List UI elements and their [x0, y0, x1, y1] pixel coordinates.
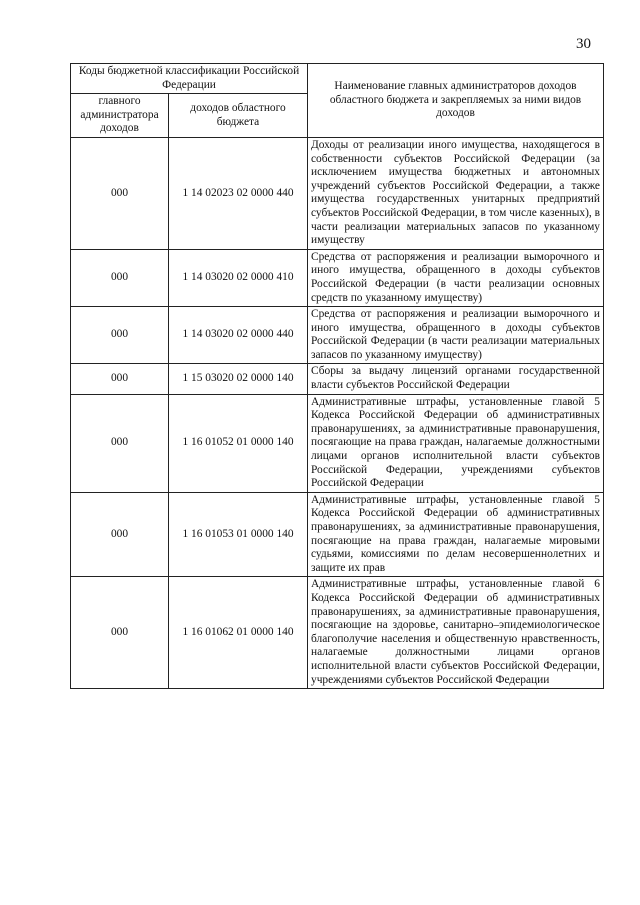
income-name-cell: Административные штрафы, установленные главой 5 Кодекса Российской Федерации об административных правонарушениях, за административные правонарушения, посягающие на права граждан, налагаемые должностными лицами органов исполнительной власти субъектов Российской Федерации, учреждениями субъектов Российской Федерации — [308, 394, 604, 492]
income-name-cell: Средства от распоряжения и реализации выморочного и иного имущества, обращенного в доходы субъектов Российской Федерации (в части реализации основных средств по указанному имуществу) — [308, 249, 604, 306]
table-row — [71, 249, 604, 306]
income-name-cell: Административные штрафы, установленные главой 6 Кодекса Российской Федерации об административных правонарушениях, за административные правонарушения, посягающие на здоровье, санитарно–эпидемиологическое благополучие населения и общественную нравственность, налагаемые должностными лицами органов исполнительной власти субъектов Российской Федерации, учреждениями субъектов Российской Федерации — [308, 577, 604, 689]
admin-code-cell: 000 — [71, 394, 169, 492]
header-administrator-name: Наименование главных администраторов доходов областного бюджета и закрепляемых за ними видов доходов — [308, 64, 604, 138]
table-row — [71, 307, 604, 364]
admin-code-cell: 000 — [71, 492, 169, 577]
income-code-cell: 1 14 02023 02 0000 440 — [169, 137, 308, 249]
income-code-cell: 1 14 03020 02 0000 440 — [169, 307, 308, 364]
table-row — [71, 364, 604, 394]
admin-code-cell: 000 — [71, 307, 169, 364]
admin-code-cell: 000 — [71, 577, 169, 689]
admin-code-cell: 000 — [71, 364, 169, 394]
header-admin-code: главного администратора доходов — [71, 94, 169, 138]
income-name-cell: Административные штрафы, установленные главой 5 Кодекса Российской Федерации об административных правонарушениях, за административные правонарушения, посягающие на права граждан, налагаемые мировыми судьями, комиссиями по делам несовершеннолетних и защите их прав — [308, 492, 604, 577]
table-row — [71, 137, 604, 249]
income-code-cell: 1 16 01053 01 0000 140 — [169, 492, 308, 577]
table-row — [71, 577, 604, 689]
income-code-cell: 1 14 03020 02 0000 410 — [169, 249, 308, 306]
header-income-code: доходов областного бюджета — [169, 94, 308, 138]
table-header-row-group — [71, 64, 604, 94]
budget-classification-table — [70, 63, 604, 689]
income-code-cell: 1 16 01052 01 0000 140 — [169, 394, 308, 492]
income-code-cell: 1 16 01062 01 0000 140 — [169, 577, 308, 689]
income-name-cell: Сборы за выдачу лицензий органами государственной власти субъектов Российской Федерации — [308, 364, 604, 394]
admin-code-cell: 000 — [71, 249, 169, 306]
table-row — [71, 394, 604, 492]
table-row — [71, 492, 604, 577]
income-name-cell: Средства от распоряжения и реализации выморочного и иного имущества, обращенного в доходы субъектов Российской Федерации (в части реализации материальных запасов по указанному имуществу) — [308, 307, 604, 364]
income-name-cell: Доходы от реализации иного имущества, находящегося в собственности субъектов Российской Федерации (за исключением имущества бюджетных и автономных учреждений субъектов Российской Федерации, а также имущества государственных унитарных предприятий субъектов Российской Федерации, в том числе казенных), в части реализации материальных запасов по указанному имуществу — [308, 137, 604, 249]
income-code-cell: 1 15 03020 02 0000 140 — [169, 364, 308, 394]
page-number: 30 — [576, 36, 591, 52]
header-budget-codes: Коды бюджетной классификации Российской Федерации — [71, 64, 308, 94]
admin-code-cell: 000 — [71, 137, 169, 249]
